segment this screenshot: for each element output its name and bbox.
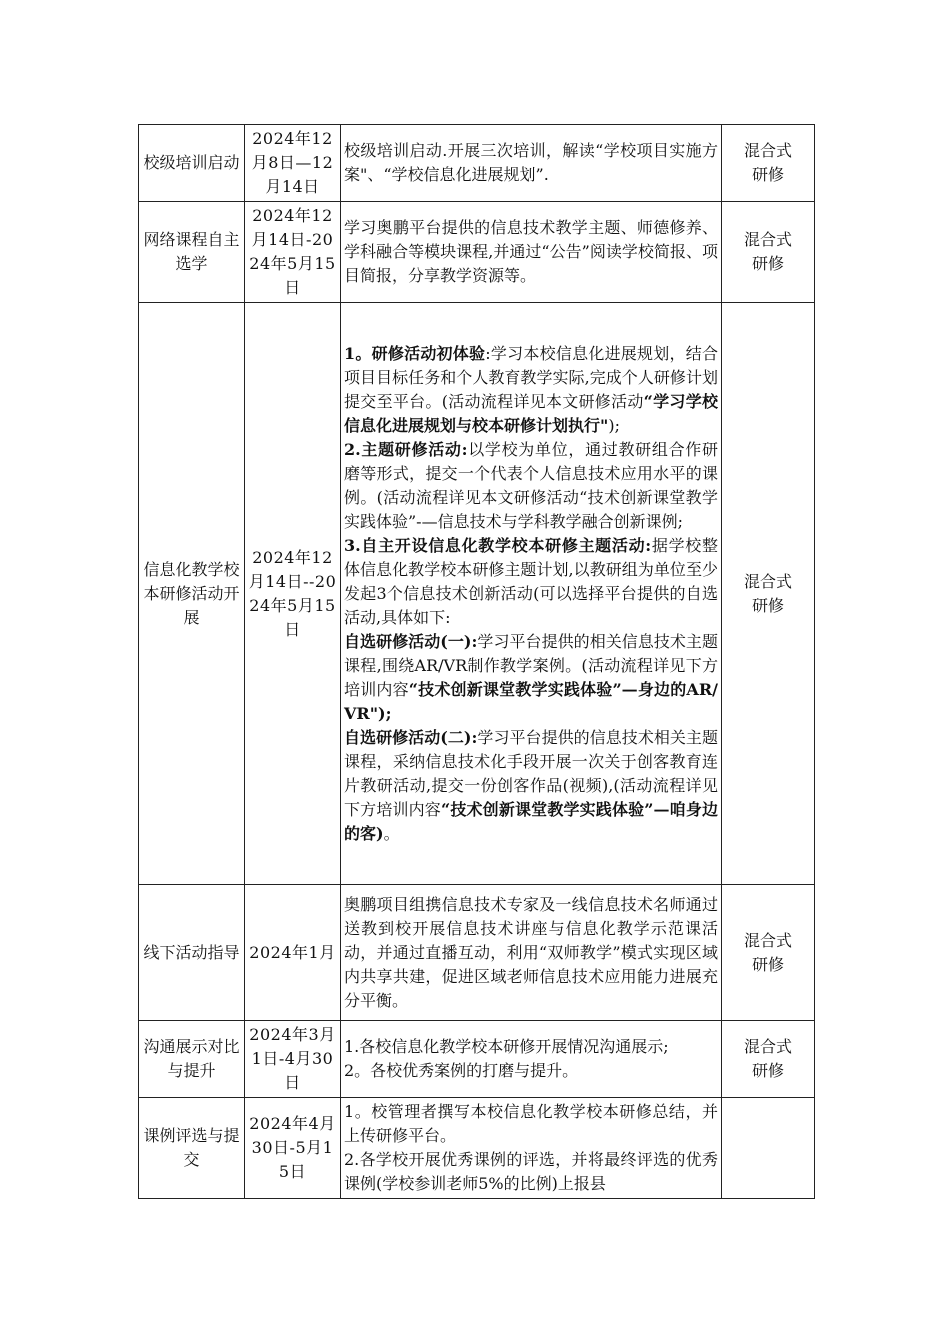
mode-label: 混合式研修 bbox=[743, 930, 792, 974]
table-row bbox=[139, 885, 815, 1021]
content-cell: 校级培训启动.开展三次培训，解读“学校项目实施方案"、“学校信息化进展规划”. bbox=[341, 125, 722, 202]
phase-cell: 沟通展示对比与提升 bbox=[139, 1021, 245, 1098]
content-line: 1。校管理者撰写本校信息化教学校本研修总结，并上传研修平台。 bbox=[344, 1102, 718, 1145]
time-cell: 2024年12月8日—12月14日 bbox=[245, 125, 341, 202]
activity-item-title: 1。研修活动初体验 bbox=[344, 343, 486, 363]
table-row bbox=[139, 202, 815, 303]
activity-item-ref: “技术创新课堂教学实践体验”—咱身边的客) bbox=[344, 799, 718, 843]
content-cell bbox=[341, 1098, 722, 1199]
activity-item-text: 据学校整体信息化教学校本研修主题计划,以教研组为单位至少发起3个信息技术创新活动(可以选择平台提供的自选活动,具体如下: bbox=[344, 535, 718, 627]
content-line: 2.各学校开展优秀课例的评选，并将最终评选的优秀课例(学校参训老师5%的比例)上报县 bbox=[344, 1150, 718, 1193]
activity-item-tail: ); bbox=[608, 415, 620, 435]
mode-cell bbox=[722, 202, 815, 303]
activity-item-1 bbox=[344, 342, 718, 438]
activity-item-5 bbox=[344, 726, 718, 846]
activity-item-text: 学习平台提供的信息技术相关主题课程，采纳信息技术化手段开展一次关于创客教育连片教研活动,提交一份创客作品(视频),(活动流程详见下方培训内容 bbox=[344, 727, 718, 819]
mode-label: 混合式研修 bbox=[743, 230, 792, 273]
activity-item-2 bbox=[344, 438, 718, 534]
activity-item-title: 自选研修活动(一): bbox=[344, 631, 478, 651]
content-line: 2。各校优秀案例的打磨与提升。 bbox=[344, 1061, 579, 1080]
activity-item-title: 3.自主开设信息化教学校本研修主题活动: bbox=[344, 535, 652, 555]
content-cell bbox=[341, 1021, 722, 1098]
activity-item-title: 自选研修活动(二): bbox=[344, 727, 478, 747]
table-row bbox=[139, 125, 815, 202]
mode-cell bbox=[722, 125, 815, 202]
activity-item-4 bbox=[344, 630, 718, 726]
phase-cell: 课例评选与提交 bbox=[139, 1098, 245, 1199]
mode-cell bbox=[722, 303, 815, 885]
content-line: 1.各校信息化教学校本研修开展情况沟通展示; bbox=[344, 1037, 669, 1056]
mode-label: 混合式研修 bbox=[743, 571, 792, 615]
mode-cell bbox=[722, 885, 815, 1021]
activity-item-ref: “学习学校信息化进展规划与校本研修计划执行" bbox=[344, 391, 718, 435]
table-row bbox=[139, 303, 815, 885]
phase-cell: 校级培训启动 bbox=[139, 125, 245, 202]
time-cell: 2024年12月14日-2024年5月15日 bbox=[245, 202, 341, 303]
mode-cell bbox=[722, 1021, 815, 1098]
activity-item-text: :学习本校信息化进展规划，结合项目目标任务和个人教育教学实际,完成个人研修计划提交至平台。(活动流程详见本文研修活动 bbox=[344, 343, 718, 411]
activity-item-ref: “技术创新课堂教学实践体验”—身边的AR/VR"); bbox=[344, 679, 718, 723]
phase-cell: 信息化教学校本研修活动开展 bbox=[139, 303, 245, 885]
table-row bbox=[139, 1098, 815, 1199]
activity-item-text: 以学校为单位，通过教研组合作研磨等形式，提交一个代表个人信息技术应用水平的课例。(活动流程详见本文研修活动“技术创新课堂教学实践体验”-—信息技术与学科教学融合创新课例; bbox=[344, 439, 718, 531]
content-cell bbox=[341, 303, 722, 885]
activity-item-tail: 。 bbox=[383, 823, 400, 843]
activity-item-title: 2.主题研修活动: bbox=[344, 439, 468, 459]
time-cell: 2024年12月14日--2024年5月15日 bbox=[245, 303, 341, 885]
phase-cell: 网络课程自主选学 bbox=[139, 202, 245, 303]
time-cell: 2024年4月30日-5月15日 bbox=[245, 1098, 341, 1199]
time-cell: 2024年1月 bbox=[245, 885, 341, 1021]
mode-label: 混合式研修 bbox=[743, 141, 792, 184]
training-schedule-table bbox=[138, 124, 815, 1199]
mode-label: 混合式研修 bbox=[743, 1037, 792, 1080]
table-row bbox=[139, 1021, 815, 1098]
content-cell: 奥鹏项目组携信息技术专家及一线信息技术名师通过送教到校开展信息技术讲座与信息化教学示范课活动，并通过直播互动，利用“双师教学”模式实现区域内共享共建，促进区域老师信息技术应用能力进展充分平衡。 bbox=[341, 885, 722, 1021]
time-cell: 2024年3月1日-4月30日 bbox=[245, 1021, 341, 1098]
phase-cell: 线下活动指导 bbox=[139, 885, 245, 1021]
mode-cell bbox=[722, 1098, 815, 1199]
content-cell: 学习奥鹏平台提供的信息技术教学主题、师德修养、学科融合等模块课程,并通过“公告”阅读学校简报、项目简报，分享教学资源等。 bbox=[341, 202, 722, 303]
activity-item-text: 学习平台提供的相关信息技术主题课程,围绕AR/VR制作教学案例。(活动流程详见下方培训内容 bbox=[344, 631, 718, 699]
activity-item-3 bbox=[344, 534, 718, 630]
